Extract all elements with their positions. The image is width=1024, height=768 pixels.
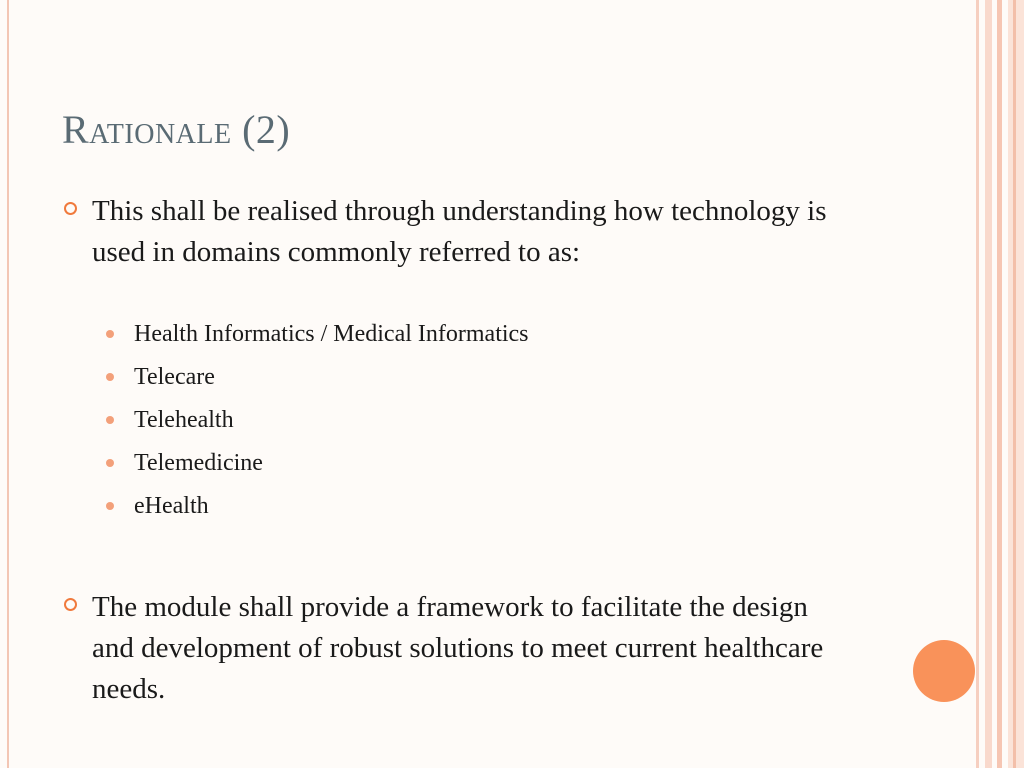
left-border-line <box>7 0 9 768</box>
dot-bullet-icon <box>106 373 114 381</box>
sub-bullet-text: Telecare <box>134 364 215 390</box>
sub-bullet-item <box>104 445 529 488</box>
right-stripe <box>1013 0 1016 768</box>
decorative-circle <box>913 640 975 702</box>
dot-bullet-icon <box>106 502 114 510</box>
sub-bullet-text: Telehealth <box>134 407 234 433</box>
bullet-text: This shall be realised through understanding how technology is used in domains commonly referred to as: <box>92 195 827 268</box>
slide-title: Rationale (2) <box>62 107 291 152</box>
sub-bullet-item <box>104 488 529 531</box>
bullet-item <box>64 587 854 710</box>
right-stripe <box>1008 0 1024 768</box>
circle-bullet-icon <box>64 202 77 215</box>
bullet-text: The module shall provide a framework to facilitate the design and development of robust solutions to meet current healthcare needs. <box>92 591 824 705</box>
dot-bullet-icon <box>106 330 114 338</box>
sub-bullet-text: Telemedicine <box>134 450 263 476</box>
dot-bullet-icon <box>106 416 114 424</box>
right-stripe <box>997 0 1002 768</box>
sub-bullet-list <box>104 316 529 531</box>
sub-bullet-item <box>104 359 529 402</box>
dot-bullet-icon <box>106 459 114 467</box>
sub-bullet-text: eHealth <box>134 493 209 519</box>
right-stripe <box>976 0 979 768</box>
sub-bullet-item <box>104 316 529 359</box>
bullet-item <box>64 191 854 273</box>
right-stripe <box>985 0 992 768</box>
sub-bullet-text: Health Informatics / Medical Informatics <box>134 321 529 347</box>
circle-bullet-icon <box>64 598 77 611</box>
sub-bullet-item <box>104 402 529 445</box>
